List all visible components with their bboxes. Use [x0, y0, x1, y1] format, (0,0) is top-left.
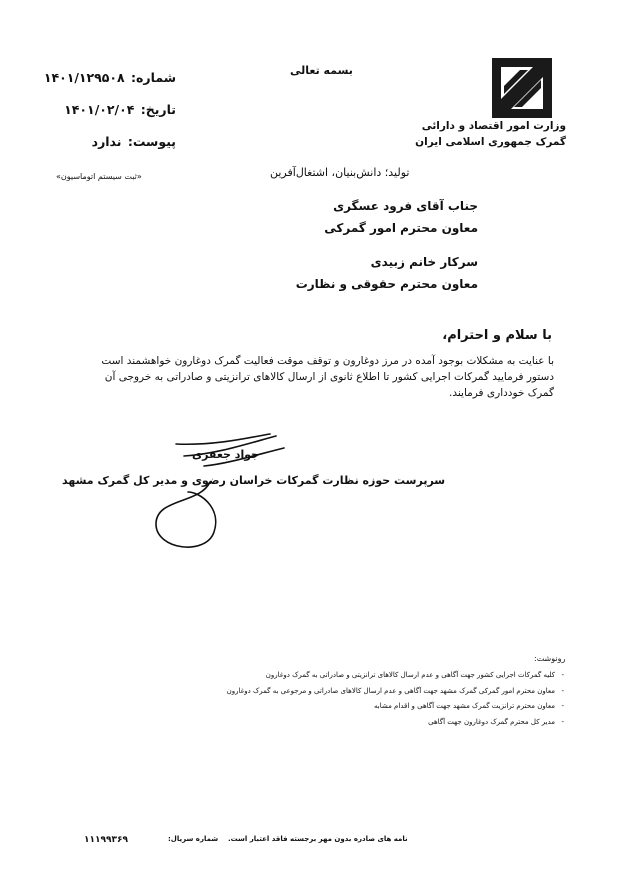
letter-date-value: ۱۴۰۱/۰۲/۰۴: [64, 102, 135, 117]
body-text: با عنایت به مشکلات بوجود آمده در مرز دوغارون و توقف موقت فعالیت گمرک دوغارون خواهشمند است دستور فرمایید گمرکات اجرایی کشور تا اطلاع ثانوی از ارسال کالاهای ترانزیتی و صادراتی به خروجی آن گمرک خودداری فرمایند.: [101, 355, 554, 399]
letter-date: [58, 102, 176, 117]
letter-number: [43, 70, 176, 85]
letter-attachment: [58, 134, 176, 149]
system-tagline: «ثبت سیستم اتوماسیون»: [56, 172, 142, 181]
salutation: با سلام و احترام،: [442, 328, 552, 343]
recipient-1-title: معاون محترم امور گمرکی: [324, 221, 478, 235]
letter-attachment-value: ندارد: [91, 134, 122, 149]
recipient-1-name: جناب آقای فرود عسگری: [333, 199, 478, 213]
footer-note: [168, 835, 408, 843]
cc-item: [144, 668, 564, 684]
cc-item: [144, 684, 564, 700]
ministry-line-1: وزارت امور اقتصاد و دارائی: [421, 120, 566, 132]
letter-attachment-label: پیوست:: [127, 134, 176, 149]
cc-list: [144, 668, 564, 730]
bullet-dash: -: [561, 686, 564, 695]
cc-item-text: معاون محترم ترانزیت گمرک مشهد جهت آگاهی و اقدام مشابه: [374, 702, 555, 710]
recipient-2-name: سرکار خانم زبیدی: [370, 255, 478, 269]
cc-item: [144, 699, 564, 715]
signer-name: جواد جعفری: [192, 448, 260, 461]
signer-title: سرپرست حوزه نظارت گمرکات خراسان رضوی و مدیر کل گمرک مشهد: [62, 474, 446, 487]
ministry-block: [415, 118, 566, 150]
letter-number-label: شماره:: [131, 70, 176, 85]
letter-date-label: تاریخ:: [140, 102, 176, 117]
cc-item-text: مدیر کل محترم گمرک دوغارون جهت آگاهی: [428, 717, 555, 726]
customs-logo: [492, 58, 552, 118]
bullet-dash: -: [561, 717, 564, 726]
bullet-dash: -: [561, 702, 564, 710]
letter-number-value: ۱۴۰۱/۱۲۹۵۰۸: [43, 70, 125, 85]
recipient-2-title: معاون محترم حقوقی و نظارت: [295, 277, 478, 291]
bismillah: بسمه تعالی: [290, 64, 353, 77]
footer-note-text: نامه های صادره بدون مهر برجسته فاقد اعتبار است.: [227, 835, 408, 843]
footer-serial-value: ۱۱۱۹۹۳۶۹: [84, 835, 128, 845]
cc-item: [144, 715, 564, 731]
bullet-dash: -: [561, 671, 564, 679]
footer-serial-label: شماره سریال:: [168, 835, 219, 843]
cc-item-text: معاون محترم امور گمرکی گمرک مشهد جهت آگاهی و عدم ارسال کالاهای صادراتی و مرجوعی به گمرک دوغارون: [226, 686, 555, 695]
cc-heading: رونوشت:: [534, 654, 566, 663]
cc-item-text: کلیه گمرکات اجرایی کشور جهت آگاهی و عدم ارسال کالاهای ترانزیتی و صادراتی به گمرک دوغارون: [265, 671, 555, 679]
year-slogan: تولید؛ دانش‌بنیان، اشتغال‌آفرین: [270, 166, 410, 179]
ministry-line-2: گمرک جمهوری اسلامی ایران: [415, 136, 566, 148]
